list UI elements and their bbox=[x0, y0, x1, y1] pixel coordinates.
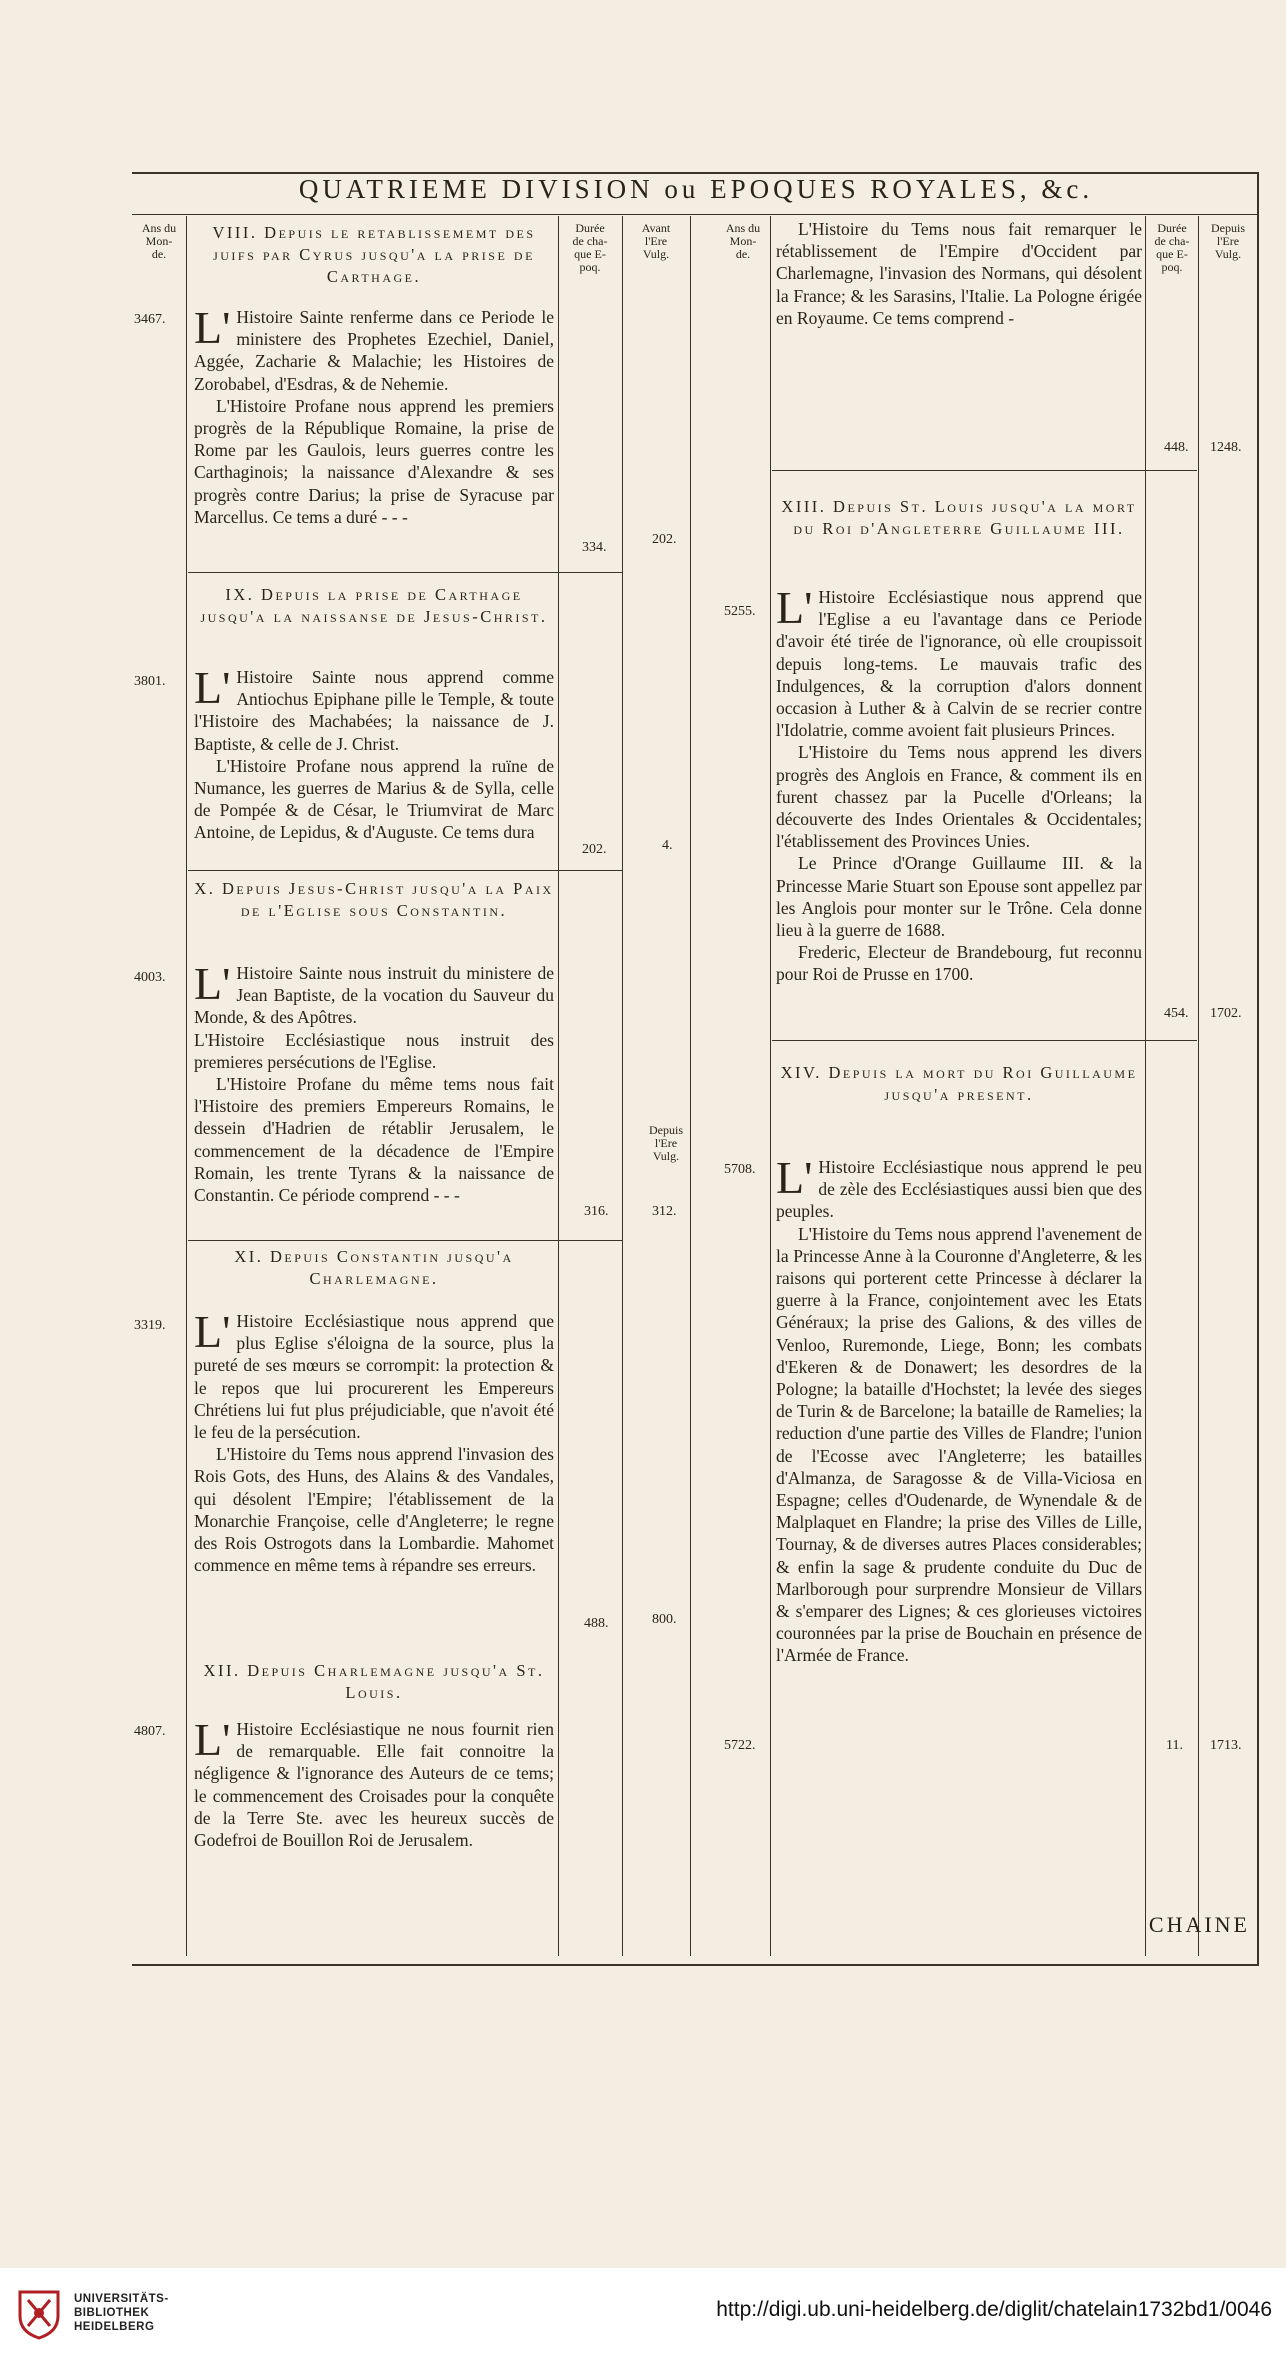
section-heading: XI. Depuis Constantin jusqu'a Charlemagne. bbox=[234, 1247, 514, 1288]
viewer-footer bbox=[0, 2268, 1286, 2358]
end-year: 5722. bbox=[724, 1738, 756, 1753]
year-anno-mundi: 3467. bbox=[134, 312, 166, 327]
paragraph: L'Histoire Ecclésiastique nous apprend que l'Eglise a eu l'avantage dans ce Periode d'avoir été tirée de l'ignorance, où elle croupissoit depuis long-tems. Le mauvais trafic des Indulgences, & la corruption d'alors donnent occasion à Luther & à Calvin de se recrier contre l'Idolatrie, comme avoient fait plusieurs Princes. bbox=[776, 582, 1142, 741]
year-anno-mundi: 5708. bbox=[724, 1162, 756, 1177]
duree-value: 334. bbox=[582, 540, 607, 555]
era-value: 1713. bbox=[1210, 1738, 1242, 1753]
section-text bbox=[776, 582, 1142, 986]
section-rule bbox=[772, 470, 1197, 471]
year-anno-mundi: 4807. bbox=[134, 1724, 166, 1739]
rule bbox=[622, 216, 623, 1956]
col-avant: Avant l'Ere Vulg. bbox=[641, 221, 671, 261]
running-head: QUATRIEME DIVISION ou EPOQUES ROYALES, &c. bbox=[298, 174, 1094, 204]
section-rule bbox=[772, 1040, 1197, 1041]
section-heading: IX. Depuis la prise de Carthage jusqu'a la naissanse de Jesus-Christ. bbox=[200, 585, 548, 626]
university-seal-icon bbox=[14, 2286, 64, 2340]
paragraph: L'Histoire Sainte nous apprend comme Antiochus Epiphane pille le Temple, & toute l'Histoire des Machabées; la naissance de J. Baptiste, & celle de J. Christ. bbox=[194, 662, 554, 754]
rule bbox=[690, 216, 691, 1956]
paragraph: L'Histoire Sainte nous instruit du ministere de Jean Baptiste, de la vocation du Sauveur du Monde, & des Apôtres. bbox=[194, 958, 554, 1028]
rule bbox=[1198, 216, 1199, 1956]
era-value: 800. bbox=[652, 1612, 677, 1627]
year-anno-mundi: 5255. bbox=[724, 604, 756, 619]
col-depuis-right: Depuis l'Ere Vulg. bbox=[1211, 221, 1245, 261]
duree-value: 202. bbox=[582, 842, 607, 857]
col-ans-du-monde-right: Ans du Mon- de. bbox=[725, 221, 761, 261]
section-heading: X. Depuis Jesus-Christ jusqu'a la Paix de l'Eglise sous Constantin. bbox=[194, 879, 554, 920]
paragraph: L'Histoire du Tems nous fait remarquer le rétablissement de l'Empire d'Occident par Charlemagne, l'invasion des Normans, qui désolent la France; & les Sarasins, l'Italie. La Pologne érigée en Royaume. Ce tems comprend - bbox=[776, 219, 1142, 328]
paragraph: L'Histoire Ecclésiastique nous instruit des premieres persécutions de l'Eglise. bbox=[194, 1029, 554, 1072]
rule bbox=[770, 216, 771, 1956]
col-duree: Durée de cha- que E- poq. bbox=[572, 221, 608, 274]
paragraph: L'Histoire du Tems nous apprend l'avenement de la Princesse Anne à la Couronne d'Angleterre, & les raisons qui porterent cette Princesse à déclarer la guerre à la France, conjointement avec les Etats Généraux; la prise des Galions, & des villes de Venloo, Ruremonde, Liege, Bonn; les combats d'Ekeren & de Donawert; les desordres de la Pologne; la bataille d'Hochstet; la levée des sieges de Turin & de Barcelone; la bataille de Ramelies; la reduction d'une partie des Villes de Flandre; l'union de l'Ecosse avec l'Angleterre; les batailles d'Almanza, de Saragosse & de Villa-Viciosa en Espagne; celles d'Oudenarde, de Wynendale & de Malplaquet en Flandre; la prise des Villes de Lille, Tournay, & de diverses autres Places considerables; & enfin la sage & prudente conduite du Duc de Marlborough pour surprendre Monsieur de Villars & s'emparer des Lignes; & ces glorieuses victoires couronnées par la prise de Bouchain en présence de l'Armée de France. bbox=[776, 1223, 1142, 1666]
section-heading: XIV. Depuis la mort du Roi Guillaume jusqu'a present. bbox=[780, 1063, 1138, 1104]
section-text bbox=[194, 958, 554, 1206]
col-duree-right: Durée de cha- que E- poq. bbox=[1154, 221, 1190, 274]
rule bbox=[186, 216, 187, 1956]
duree-value: 11. bbox=[1166, 1738, 1183, 1753]
paragraph: L'Histoire Ecclésiastique ne nous fournit rien de remarquable. Elle fait connoitre la négligence & l'ignorance des Auteurs de ce tems; le commencement des Croisades pour la conquête de la Terre Ste. avec les heureux succès de Godefroi de Bouillon Roi de Jerusalem. bbox=[194, 1714, 554, 1851]
paragraph: L'Histoire Sainte renferme dans ce Periode le ministere des Prophetes Ezechiel, Daniel, Aggée, Zacharie & Malachie; les Histoires de Zorobabel, d'Esdras, & de Nehemie. bbox=[194, 302, 554, 394]
head-rule bbox=[132, 214, 1257, 215]
col-depuis-left: Depuis l'Ere Vulg. bbox=[649, 1123, 683, 1163]
paragraph: Le Prince d'Orange Guillaume III. & la Princesse Marie Stuart son Epouse sont appellez par les Anglois pour monter sur le Trône. Cela donne lieu à la guerre de 1688. bbox=[776, 853, 1142, 941]
paragraph: L'Histoire Ecclésiastique nous apprend le peu de zèle des Ecclésiastiques aussi bien que des peuples. bbox=[776, 1152, 1142, 1222]
section-text bbox=[194, 662, 554, 844]
era-value: 1702. bbox=[1210, 1006, 1242, 1021]
section-heading: XIII. Depuis St. Louis jusqu'a la mort du Roi d'Angleterre Guillaume III. bbox=[781, 497, 1137, 538]
permalink[interactable]: http://digi.ub.uni-heidelberg.de/diglit/chatelain1732bd1/0046 bbox=[716, 2298, 1272, 2321]
era-value: 1248. bbox=[1210, 440, 1242, 455]
catchword: CHAINE bbox=[1148, 1912, 1250, 1937]
era-value: 202. bbox=[652, 532, 677, 547]
section-text bbox=[194, 302, 554, 528]
section-text bbox=[194, 1306, 554, 1576]
section-heading: XII. Depuis Charlemagne jusqu'a St. Louis. bbox=[203, 1661, 545, 1702]
year-anno-mundi: 3319. bbox=[134, 1318, 166, 1333]
year-anno-mundi: 4003. bbox=[134, 970, 166, 985]
paragraph: L'Histoire Ecclésiastique nous apprend que plus Eglise s'éloigna de la source, plus la pureté de ses mœurs se corrompit: la protection & le repos que lui procurerent les Empereurs Chrétiens lui fut plus préjudiciable, que n'avoit été le feu de la persécution. bbox=[194, 1306, 554, 1443]
col-ans-du-monde: Ans du Mon- de. bbox=[141, 221, 177, 261]
paragraph: L'Histoire Profane nous apprend les premiers progrès de la République Romaine, la prise de Rome par les Gaulois, leurs guerres contre les Carthaginois; la naissance d'Alexandre & ses progrès contre Darius; la prise de Syracuse par Marcellus. Ce tems a duré - - - bbox=[194, 395, 554, 527]
section-rule bbox=[188, 870, 622, 871]
library-name: UNIVERSITÄTS- BIBLIOTHEK HEIDELBERG bbox=[74, 2293, 169, 2333]
paragraph: L'Histoire du Tems nous apprend les divers progrès des Anglois en France, & comment ils en furent chassez par la Pucelle d'Orleans; la découverte des Indes Orientales & Occidentales; l'établissement des Provinces Unies. bbox=[776, 742, 1142, 852]
era-value: 312. bbox=[652, 1204, 677, 1219]
section-rule bbox=[188, 1240, 622, 1241]
duree-value: 488. bbox=[584, 1616, 609, 1631]
paragraph: L'Histoire Profane nous apprend la ruïne de Numance, les guerres de Marius & de Sylla, celle de Pompée & de César, le Triumvirat de Marc Antoine, de Lepidus, & d'Auguste. Ce tems dura bbox=[194, 755, 554, 843]
rule bbox=[1145, 216, 1146, 1956]
section-text-part1 bbox=[194, 1714, 554, 1851]
paragraph: Frederic, Electeur de Brandebourg, fut reconnu pour Roi de Prusse en 1700. bbox=[776, 942, 1142, 985]
year-anno-mundi: 3801. bbox=[134, 674, 166, 689]
paragraph: L'Histoire Profane du même tems nous fait l'Histoire des premiers Empereurs Romains, le dessein d'Hadrien de rétablir Jerusalem, le commencement de la décadence de l'Empire Romain, les trente Tyrans & la naissance de Constantin. Ce période comprend - - - bbox=[194, 1074, 554, 1206]
duree-value: 454. bbox=[1164, 1006, 1189, 1021]
section-text bbox=[776, 1152, 1142, 1667]
paragraph: L'Histoire du Tems nous apprend l'invasion des Rois Gots, des Huns, des Alains & des Vandales, qui désolent l'Empire; l'établissement de la Monarchie Françoise, celle d'Angleterre; le regne des Rois Ostrogots dans la Lombardie. Mahomet commence en même tems à répandre ses erreurs. bbox=[194, 1444, 554, 1576]
era-value: 4. bbox=[662, 838, 673, 853]
duree-value: 316. bbox=[584, 1204, 609, 1219]
rule bbox=[558, 216, 559, 1956]
section-heading: VIII. Depuis le retablissememt des juifs par Cyrus jusqu'a la prise de Carthage. bbox=[212, 223, 536, 286]
section-text-part2 bbox=[776, 218, 1142, 454]
section-rule bbox=[188, 572, 622, 573]
duree-value: 448. bbox=[1164, 440, 1189, 455]
